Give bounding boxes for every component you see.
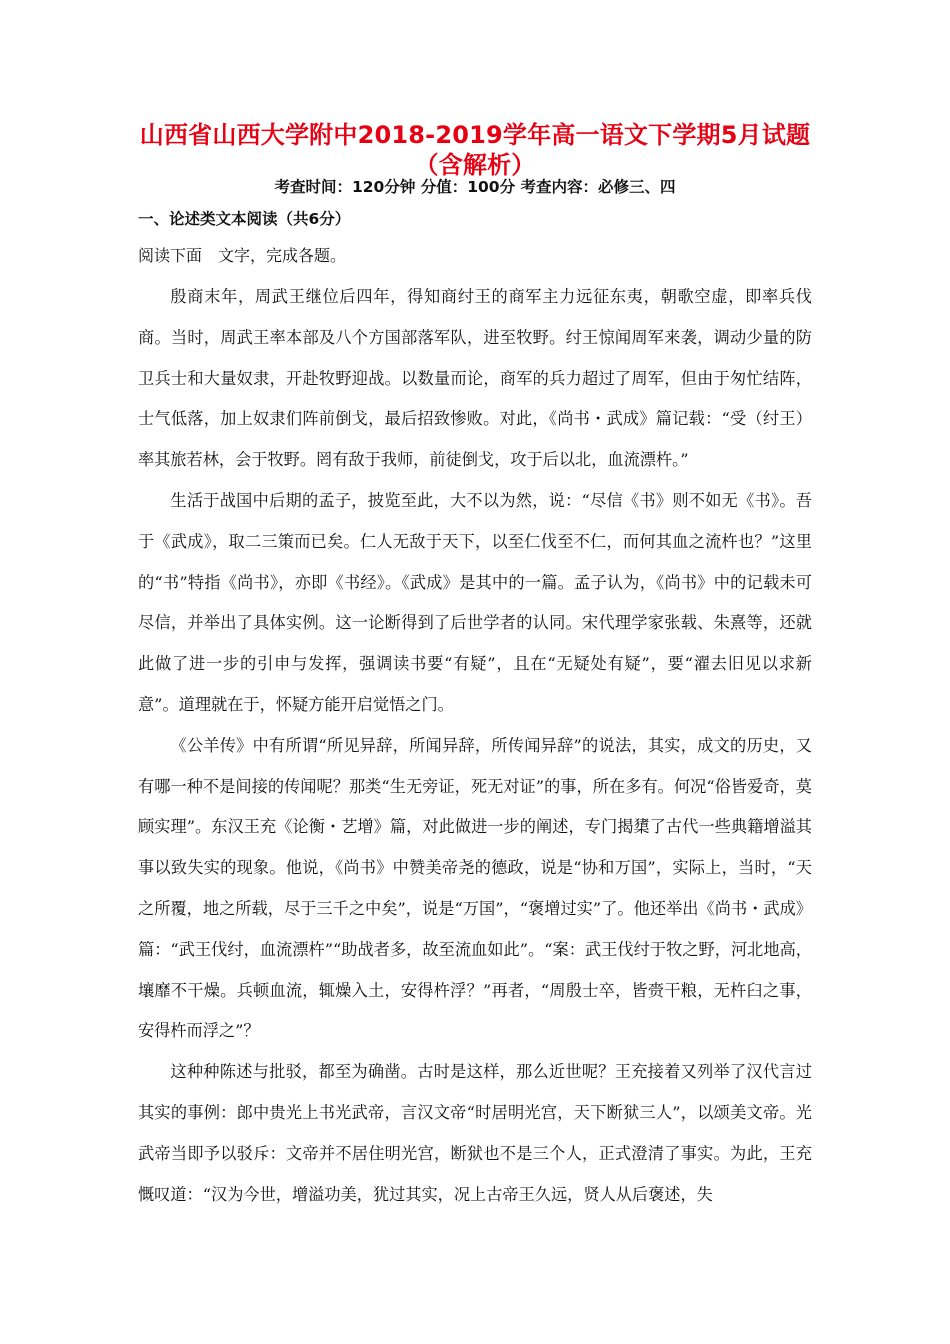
exam-meta: 考查时间：120分钟 分值：100分 考查内容：必修三、四 xyxy=(274,178,676,196)
paragraph: 殷商末年，周武王继位后四年，得知商纣王的商军主力远征东夷，朝歌空虚，即率兵伐商。当时，周武王率本部及八个方国部落军队，进至牧野。纣王惊闻周军来袭，调动少量的防卫兵士和大量奴隶，开赴牧野迎战。以数量而论，商军的兵力超过了周军，但由于匆忙结阵，士气低落，加上奴隶们阵前倒戈，最后招致惨败。对此，《尚书・武成》篇记载：“受（纣王）率其旅若林，会于牧野。罔有敌于我师，前徒倒戈，攻于后以北，血流漂杵。” xyxy=(138,287,812,470)
paragraph: 《公羊传》中有所谓“所见异辞，所闻异辞，所传闻异辞”的说法，其实，成文的历史，又有哪一种不是间接的传闻呢？那类“生无旁证，死无对证”的事，所在多有。何况“俗皆爱奇，莫顾实理”。东汉王充《论衡・艺增》篇，对此做进一步的阐述，专门揭橥了古代一些典籍增溢其事以致失实的现象。他说，《尚书》中赞美帝尧的德政，说是“协和万国”，实际上，当时，“天之所覆，地之所载，尽于三千之中矣”，说是“万国”，“褒增过实”了。他还举出《尚书・武成》篇：“武王伐纣，血流漂杵”“助战者多，故至流血如此”。“案：武王伐纣于牧之野，河北地高，壤靡不干燥。兵顿血流，辄燥入土，安得杵浮？”再者，“周殷士卒，皆赍干粮，无杵臼之事，安得杵而浮之”？ xyxy=(138,735,812,1041)
paragraph: 这种种陈述与批驳，都至为确凿。古时是这样，那么近世呢？王充接着又列举了汉代言过其实的事例：郎中贵光上书光武帝，言汉文帝“时居明光宫，天下断狱三人”，以颂美文帝。光武帝当即予以驳斥：文帝并不居住明光宫，断狱也不是三个人，正式澄清了事实。为此，王充慨叹道：“汉为今世，增溢功美，犹过其实，况上古帝王久远，贤人从后褒述，失 xyxy=(138,1062,812,1204)
paragraph: 生活于战国中后期的孟子，披览至此，大不以为然，说：“尽信《书》则不如无《书》。吾于《武成》，取二三策而已矣。仁人无敌于天下，以至仁伐至不仁，而何其血之流杵也？”这里的“书”特指《尚书》，亦即《书经》。《武成》是其中的一篇。孟子认为，《尚书》中的记载未可尽信，并举出了具体实例。这一论断得到了后世学者的认同。宋代理学家张载、朱熹等，还就此做了进一步的引申与发挥，强调读书要“有疑”，且在“无疑处有疑”，要“濯去旧见以求新意”。道理就在于，怀疑方能开启觉悟之门。 xyxy=(138,490,812,714)
section-heading: 一、论述类文本阅读（共6分） xyxy=(138,210,351,228)
document-title: 山西省山西大学附中2018-2019学年高一语文下学期5月试题（含解析） xyxy=(139,121,811,179)
reading-instruction: 阅读下面 文字，完成各题。 xyxy=(138,246,347,265)
passage-body xyxy=(138,277,812,1215)
